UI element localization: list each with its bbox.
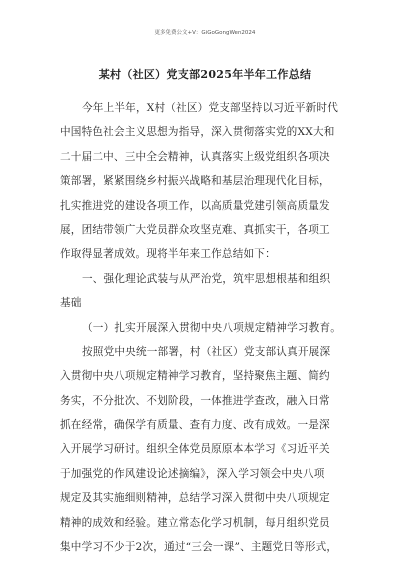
- body-line: 中国特色社会主义思想为指导，深入贯彻落实党的XX大和: [60, 126, 335, 139]
- body-line: 策部署，紧紧围绕乡村振兴战略和基层治理现代化目标，: [60, 175, 330, 188]
- body-line: 展，团结带领广大党员群众攻坚克难、真抓实干，各项工: [60, 223, 330, 236]
- body-line: 入贯彻中央八项规定精神学习教育，坚持聚焦主题、简约: [60, 370, 330, 383]
- body-line: 二十届二中、三中全会精神，认真落实上级党组织各项决: [60, 150, 330, 163]
- body-line: 规定及其实施细则精神，总结学习深入贯彻中央八项规定: [60, 492, 330, 505]
- body-line: （一）扎实开展深入贯彻中央八项规定精神学习教育。: [82, 321, 342, 334]
- body-line: 集中学习不少于2次，通过“三会一课”、主题党日等形式，: [60, 541, 338, 554]
- body-line: 精神的成效和经验。建立常态化学习机制，每月组织党员: [60, 516, 330, 529]
- body-line: 今年上半年，X村（社区）党支部坚持以习近平新时代: [82, 102, 338, 114]
- body-line: 务实，不分批次、不划阶段，一体推进学查改，融入日常: [60, 394, 330, 407]
- body-line: 作取得显著成效。现将半年来工作总结如下：: [60, 248, 276, 261]
- header-note: 更多免费公文+V：GiGoGongWen2024: [154, 30, 256, 36]
- document-title: 某村（社区）党支部2025年半年工作总结: [98, 68, 312, 81]
- body-line: 扎实推进党的建设各项工作，以高质量党建引领高质量发: [60, 199, 330, 212]
- body-line: 一、强化理论武装与从严治党，筑牢思想根基和组织: [82, 272, 331, 285]
- body-line: 抓在经常，确保学有质量、查有力度、改有成效。一是深: [60, 419, 330, 432]
- body-line: 按照党中央统一部署，村（社区）党支部认真开展深: [82, 345, 331, 358]
- body-line: 基础: [60, 297, 82, 310]
- document-body: [60, 96, 360, 559]
- body-line: 入开展学习研讨。组织全体党员原原本本学习《习近平关: [60, 443, 330, 456]
- body-line: 于加强党的作风建设论述摘编》，深入学习领会中央八项: [60, 467, 325, 480]
